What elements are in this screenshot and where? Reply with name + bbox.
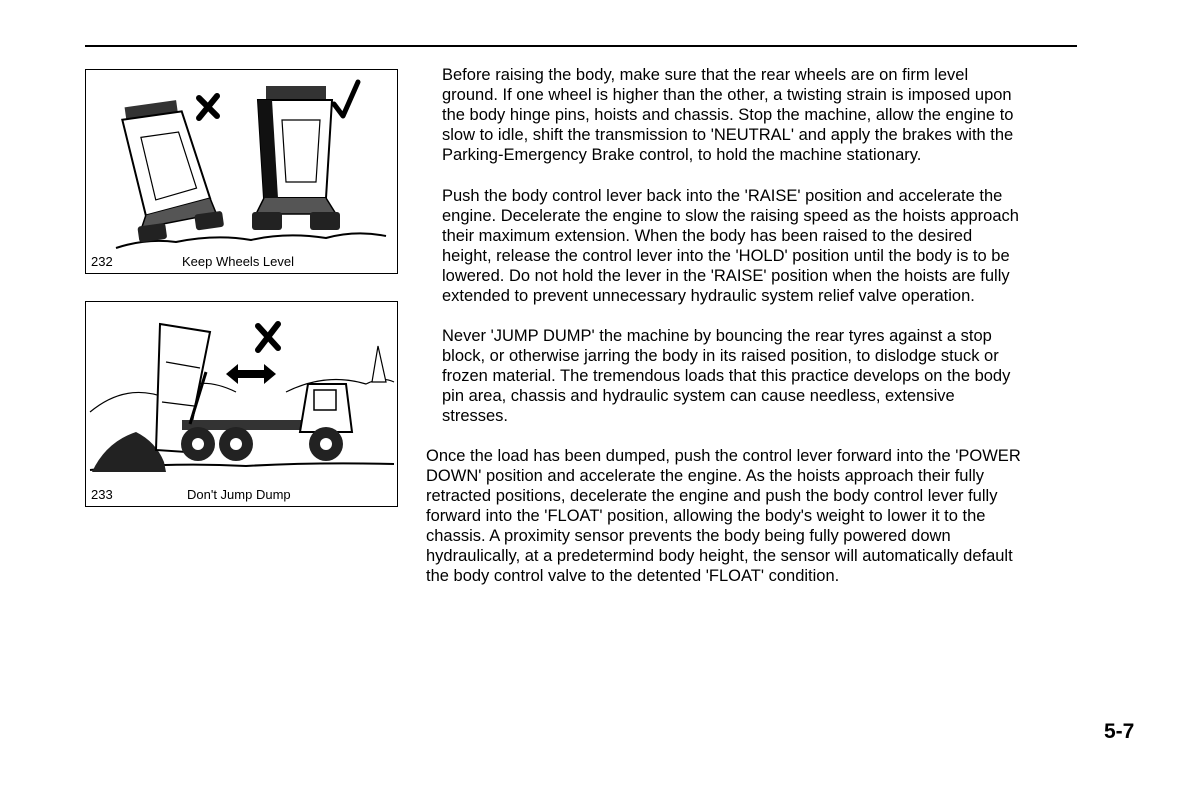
text-line: stresses. (442, 407, 509, 425)
text-line: chassis. A proximity sensor prevents the body being fully powered down (426, 527, 951, 545)
text-line: engine. Decelerate the engine to slow the raising speed as the hoists approach (442, 207, 1019, 225)
dump-body-tilt-illustration (86, 70, 397, 250)
figure-keep-wheels-level (85, 69, 398, 274)
text-line: slow to idle, shift the transmission to 'NEUTRAL' and apply the brakes with the (442, 126, 1014, 144)
double-arrow-icon (226, 364, 276, 384)
check-mark-icon (334, 82, 358, 116)
figure-number: 232 (91, 254, 113, 269)
figure-dont-jump-dump (85, 301, 398, 507)
page-number: 5-7 (1104, 720, 1135, 743)
text-line: frozen material. The tremendous loads that this practice develops on the body (442, 367, 1011, 385)
text-line: forward into the 'FLOAT' position, allowing the body's weight to lower it to the (426, 507, 986, 525)
figure-caption: Keep Wheels Level (182, 254, 295, 269)
text-line: ground. If one wheel is higher than the other, a twisting strain is imposed upon (442, 86, 1012, 104)
paragraph-wheels-level (442, 65, 1013, 165)
text-line: extended to prevent unnecessary hydraulic system relief valve operation. (442, 287, 975, 305)
text-line: lowered. Do not hold the lever in the 'RAISE' position when the hoists are fully (442, 267, 1010, 285)
text-line: Never 'JUMP DUMP' the machine by bouncing the rear tyres against a stop (442, 327, 992, 345)
text-line: Before raising the body, make sure that the rear wheels are on firm level (442, 66, 969, 84)
level-truck-rear-view (252, 86, 340, 230)
text-line: block, or otherwise jarring the body in its raised position, to dislodge stuck or (442, 347, 999, 365)
text-line: Once the load has been dumped, push the control lever forward into the 'POWER (426, 447, 1021, 465)
text-line: pin area, chassis and hydraulic system can cause needless, extensive (442, 387, 955, 405)
text-line: retracted positions, decelerate the engine and push the body control lever fully (426, 487, 998, 505)
text-line: height, release the control lever into the 'HOLD' position until the body is to be (442, 247, 1010, 265)
cross-mark-icon (199, 96, 217, 118)
paragraph-raise-body (442, 186, 1019, 306)
figure-number: 233 (91, 487, 113, 502)
text-line: Push the body control lever back into the 'RAISE' position and accelerate the (442, 187, 1003, 205)
text-line: Parking-Emergency Brake control, to hold the machine stationary. (442, 146, 922, 164)
header-rule (85, 45, 1077, 47)
text-line: the body control valve to the detented 'FLOAT' condition. (426, 567, 840, 585)
jump-dump-illustration (86, 302, 397, 484)
cross-mark-icon (258, 324, 278, 350)
figure-caption: Don't Jump Dump (187, 487, 291, 502)
paragraph-jump-dump (442, 326, 1010, 426)
tilted-truck-rear-view (121, 96, 225, 243)
paragraph-lower-body (426, 446, 1021, 586)
text-line: their maximum extension. When the body has been raised to the desired (442, 227, 973, 245)
text-line: DOWN' position and accelerate the engine. As the hoists approach their fully (426, 467, 985, 485)
text-line: the body hinge pins, hoists and chassis. Stop the machine, allow the engine to (442, 106, 1014, 124)
text-line: hydraulically, at a predetermind body height, the sensor will automatically default (426, 547, 1013, 565)
